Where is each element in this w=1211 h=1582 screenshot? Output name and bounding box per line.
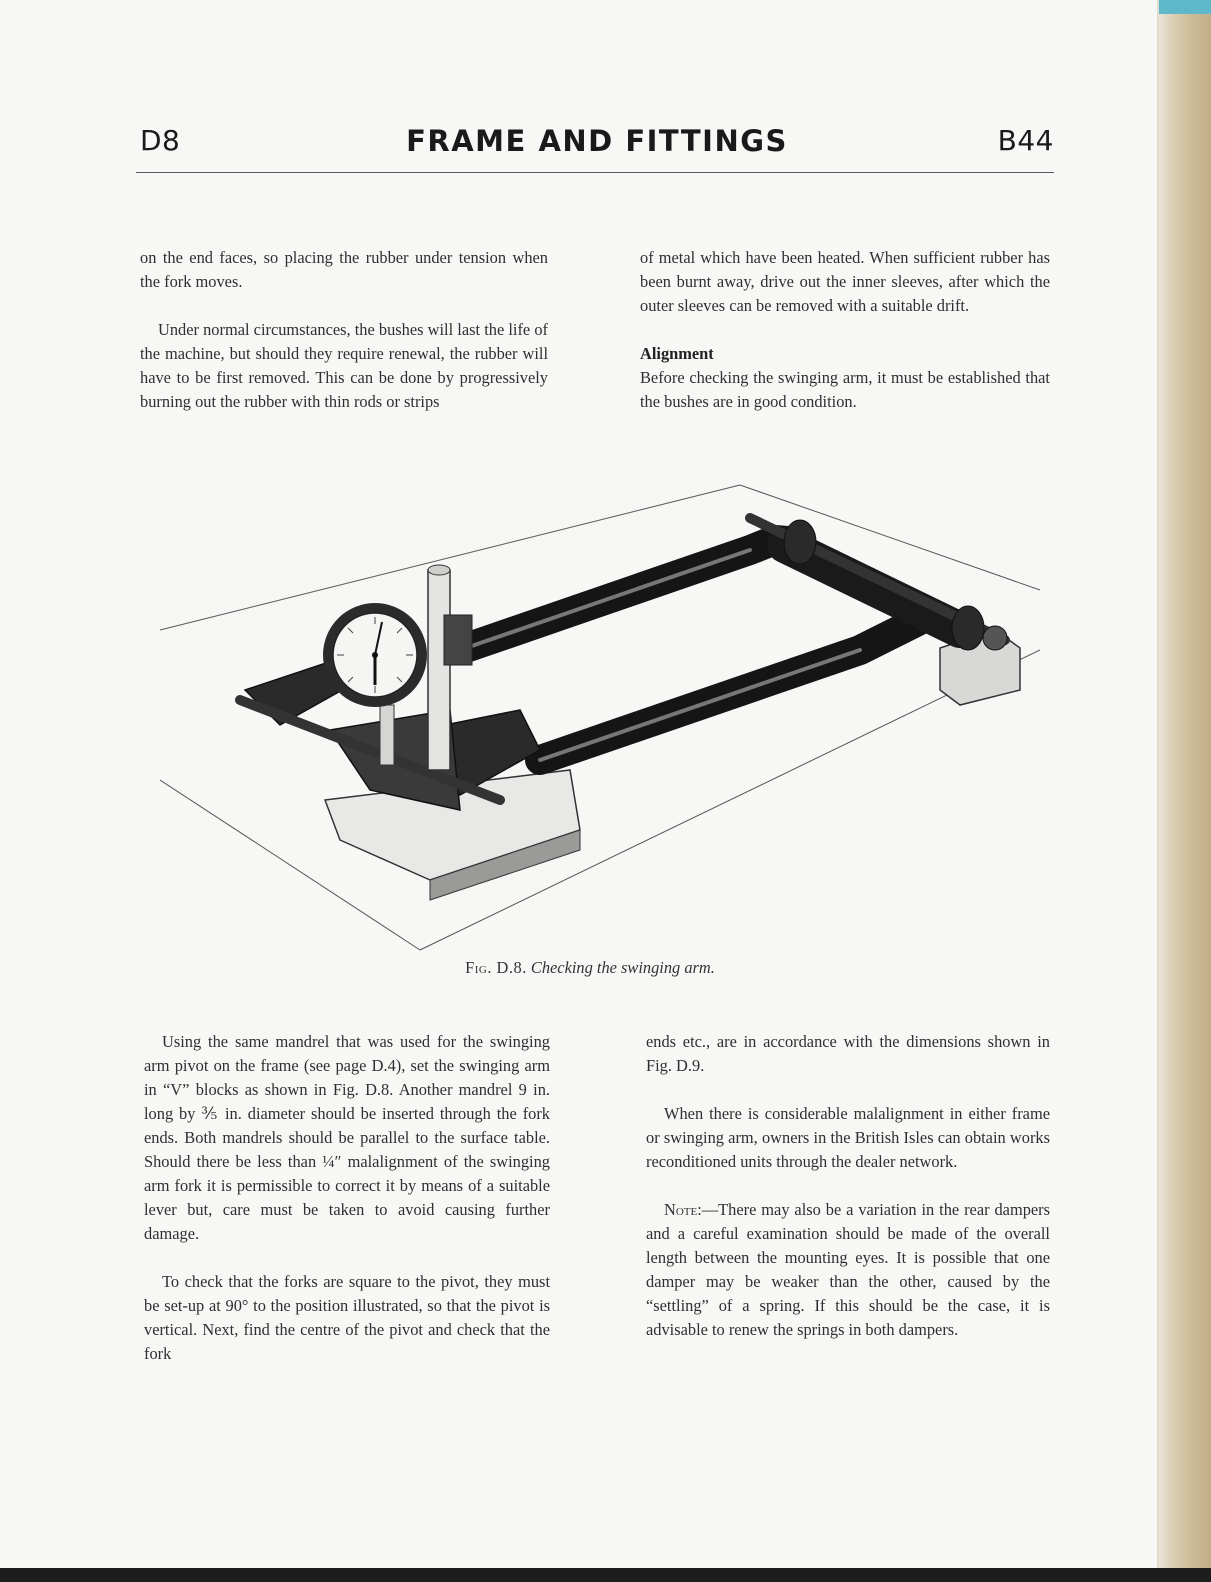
bottom-bar xyxy=(0,1568,1211,1582)
paragraph: of metal which have been heated. When sufficient rubber has been burnt away, drive out the inner sleeves, after which the outer sleeves can be removed with a suitable drift. xyxy=(640,248,1050,315)
section-number: D8 xyxy=(140,124,181,157)
paragraph: To check that the forks are square to the pivot, they must be set-up at 90° to the position illustrated, so that the pivot is vertical. Next, find the centre of the pivot and check that the fork xyxy=(144,1272,550,1363)
page-header xyxy=(140,124,1054,170)
paragraph: Before checking the swinging arm, it must be established that the bushes are in good condition. xyxy=(640,368,1050,411)
figure-title: Checking the swinging arm. xyxy=(530,958,715,977)
paragraph: When there is considerable malalignment in either frame or swinging arm, owners in the British Isles can obtain works reconditioned units through the dealer network. xyxy=(646,1104,1050,1171)
book-edge xyxy=(1159,0,1211,1582)
model-code: B44 xyxy=(997,124,1054,157)
edge-accent xyxy=(1159,0,1211,14)
paragraph: on the end faces, so placing the rubber under tension when the fork moves. xyxy=(140,248,548,291)
swinging-arm-frame xyxy=(460,540,960,760)
paragraph: Using the same mandrel that was used for the swinging arm pivot on the frame (see page D.4), set the swinging arm in “V” blocks as shown in Fig. D.8. Another mandrel 9 in. long by ⅗ in. diameter should be inserted through the fork ends. Both mandrels should be parallel to the surface table. Should there be less than ¼″ malalignment of the swinging arm fork it is permissible to correct it by means of a suitable lever but, care must be taken to avoid causing further damage. xyxy=(144,1032,550,1243)
top-right-column xyxy=(640,246,1050,414)
top-left-column xyxy=(140,246,548,414)
section-heading: Alignment xyxy=(640,344,714,363)
dial-gauge xyxy=(323,603,427,707)
page-title: FRAME AND FITTINGS xyxy=(406,124,788,158)
figure-label: Fig. D.8. xyxy=(465,958,527,977)
header-rule xyxy=(136,172,1054,173)
note-paragraph xyxy=(646,1198,1050,1342)
note-lead: Note: xyxy=(664,1200,702,1219)
paragraph: ends etc., are in accordance with the dimensions shown in Fig. D.9. xyxy=(646,1032,1050,1075)
swinging-arm-illustration xyxy=(160,480,1040,960)
note-text: —There may also be a variation in the rear dampers and a careful examination should be made of the overall length between the mounting eyes. It is possible that one damper may be weaker than the other, caused by the “settling” of a spring. If this should be the case, it is advisable to renew the springs in both dampers. xyxy=(646,1200,1050,1339)
figure-caption xyxy=(180,958,1000,978)
paragraph: Under normal circumstances, the bushes will last the life of the machine, but should they require renewal, the rubber will have to be first removed. This can be done by progressively burning out the rubber with thin rods or strips xyxy=(140,320,548,411)
bottom-left-column xyxy=(144,1030,550,1366)
bottom-right-column xyxy=(646,1030,1050,1342)
